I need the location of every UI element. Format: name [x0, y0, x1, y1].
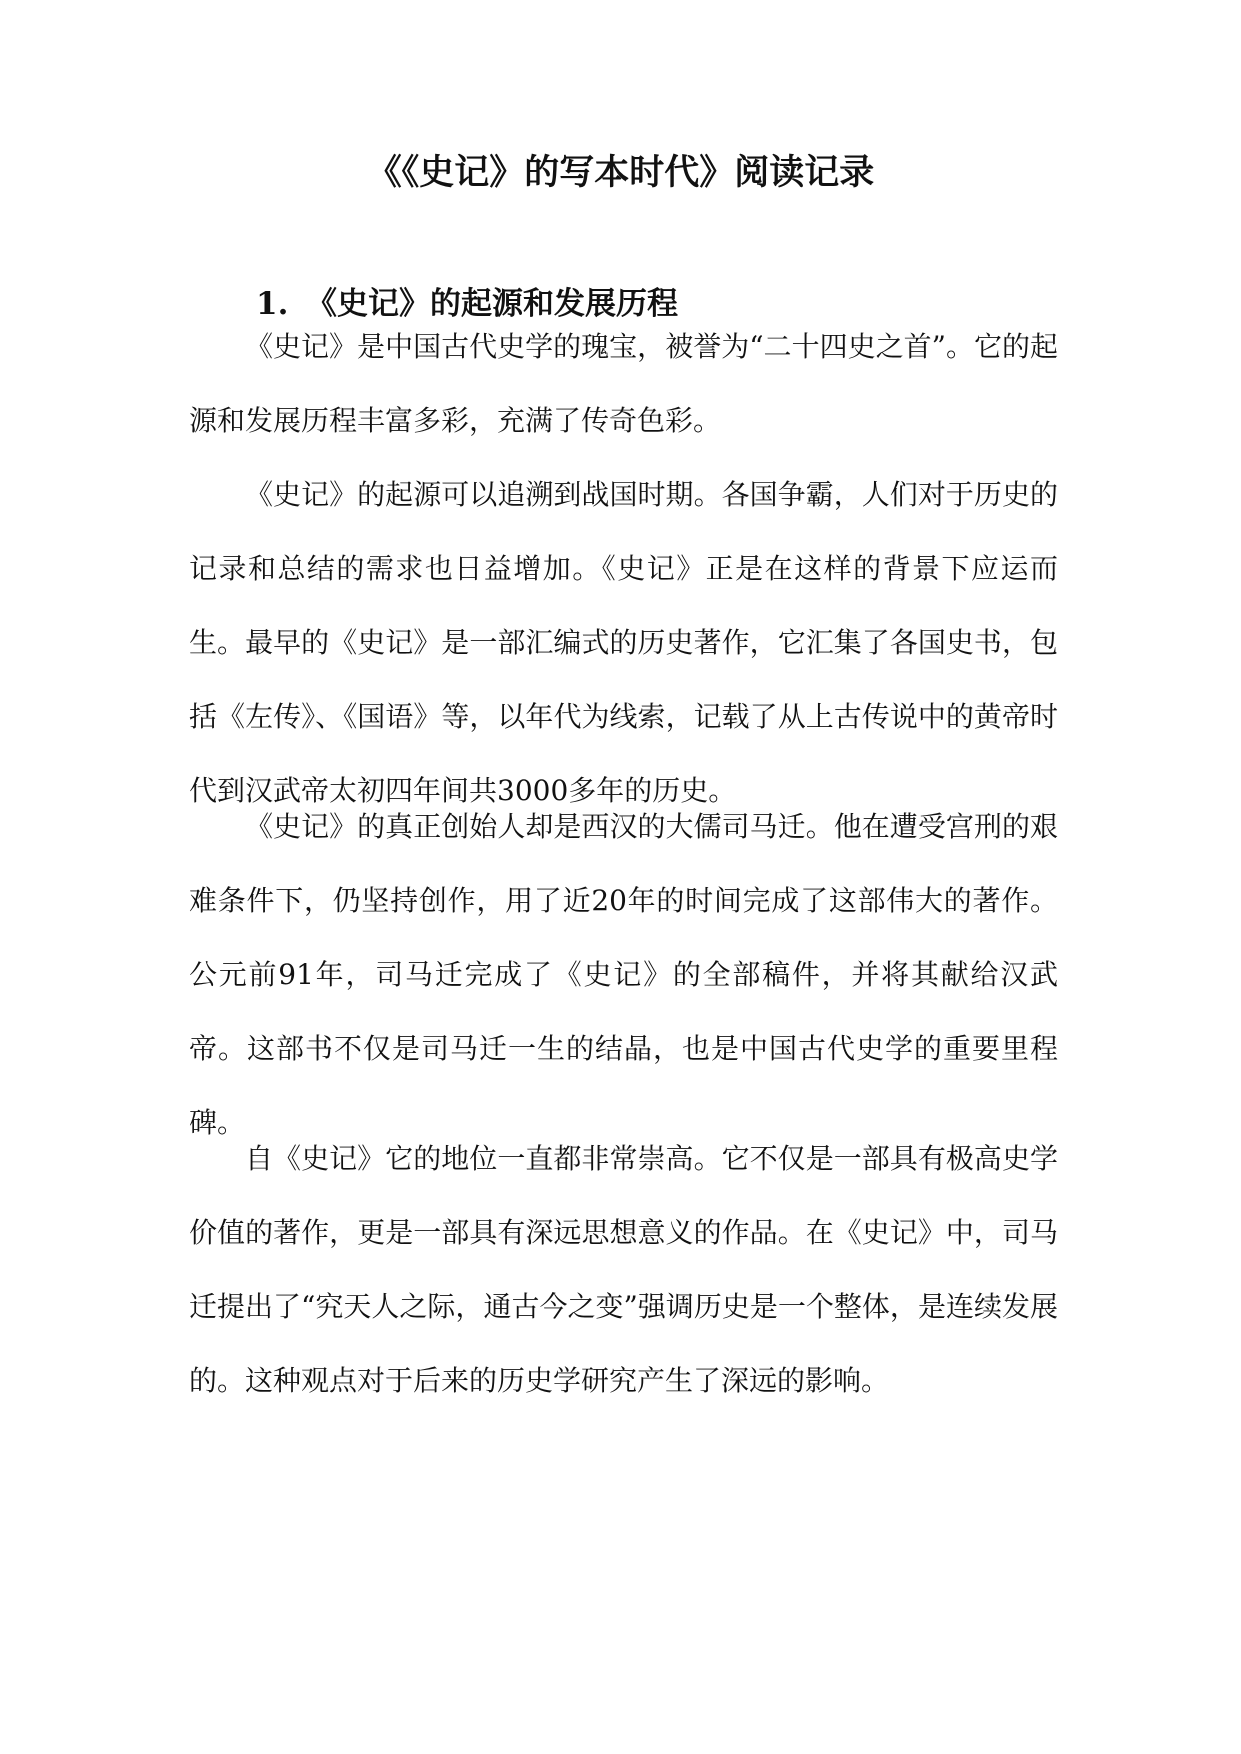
paragraph: 《史记》是中国古代史学的瑰宝，被誉为“二十四史之首”。它的起源和发展历程丰富多彩，充满了传奇色彩。 [189, 330, 1058, 437]
paragraph-block-4 [189, 1122, 1058, 1418]
paragraph: 自《史记》它的地位一直都非常崇高。它不仅是一部具有极高史学价值的著作，更是一部具有深远思想意义的作品。在《史记》中，司马迁提出了“究天人之际，通古今之变”强调历史是一个整体，是连续发展的。这种观点对于后来的历史学研究产生了深远的影响。 [189, 1142, 1058, 1397]
paragraph: 《史记》的真正创始人却是西汉的大儒司马迁。他在遭受宫刑的艰难条件下，仍坚持创作，用了近20年的时间完成了这部伟大的著作。公元前91年，司马迁完成了《史记》的全部稿件，并将其献给汉武帝。这部书不仅是司马迁一生的结晶，也是中国古代史学的重要里程碑。 [189, 810, 1058, 1139]
paragraph-block-1 [189, 310, 1058, 458]
paragraph: 《史记》的起源可以追溯到战国时期。各国争霸，人们对于历史的记录和总结的需求也日益增加。《史记》正是在这样的背景下应运而生。最早的《史记》是一部汇编式的历史著作，它汇集了各国史书，包括《左传》、《国语》等，以年代为线索，记载了从上古传说中的黄帝时代到汉武帝太初四年间共3000多年的历史。 [189, 478, 1058, 807]
section-number: 1. [256, 286, 289, 322]
paragraph-block-3 [189, 790, 1058, 1160]
section-title: 《史记》的起源和发展历程 [306, 286, 678, 322]
document-title: 《《史记》的写本时代》阅读记录 [366, 152, 875, 193]
paragraph-block-2 [189, 458, 1058, 828]
